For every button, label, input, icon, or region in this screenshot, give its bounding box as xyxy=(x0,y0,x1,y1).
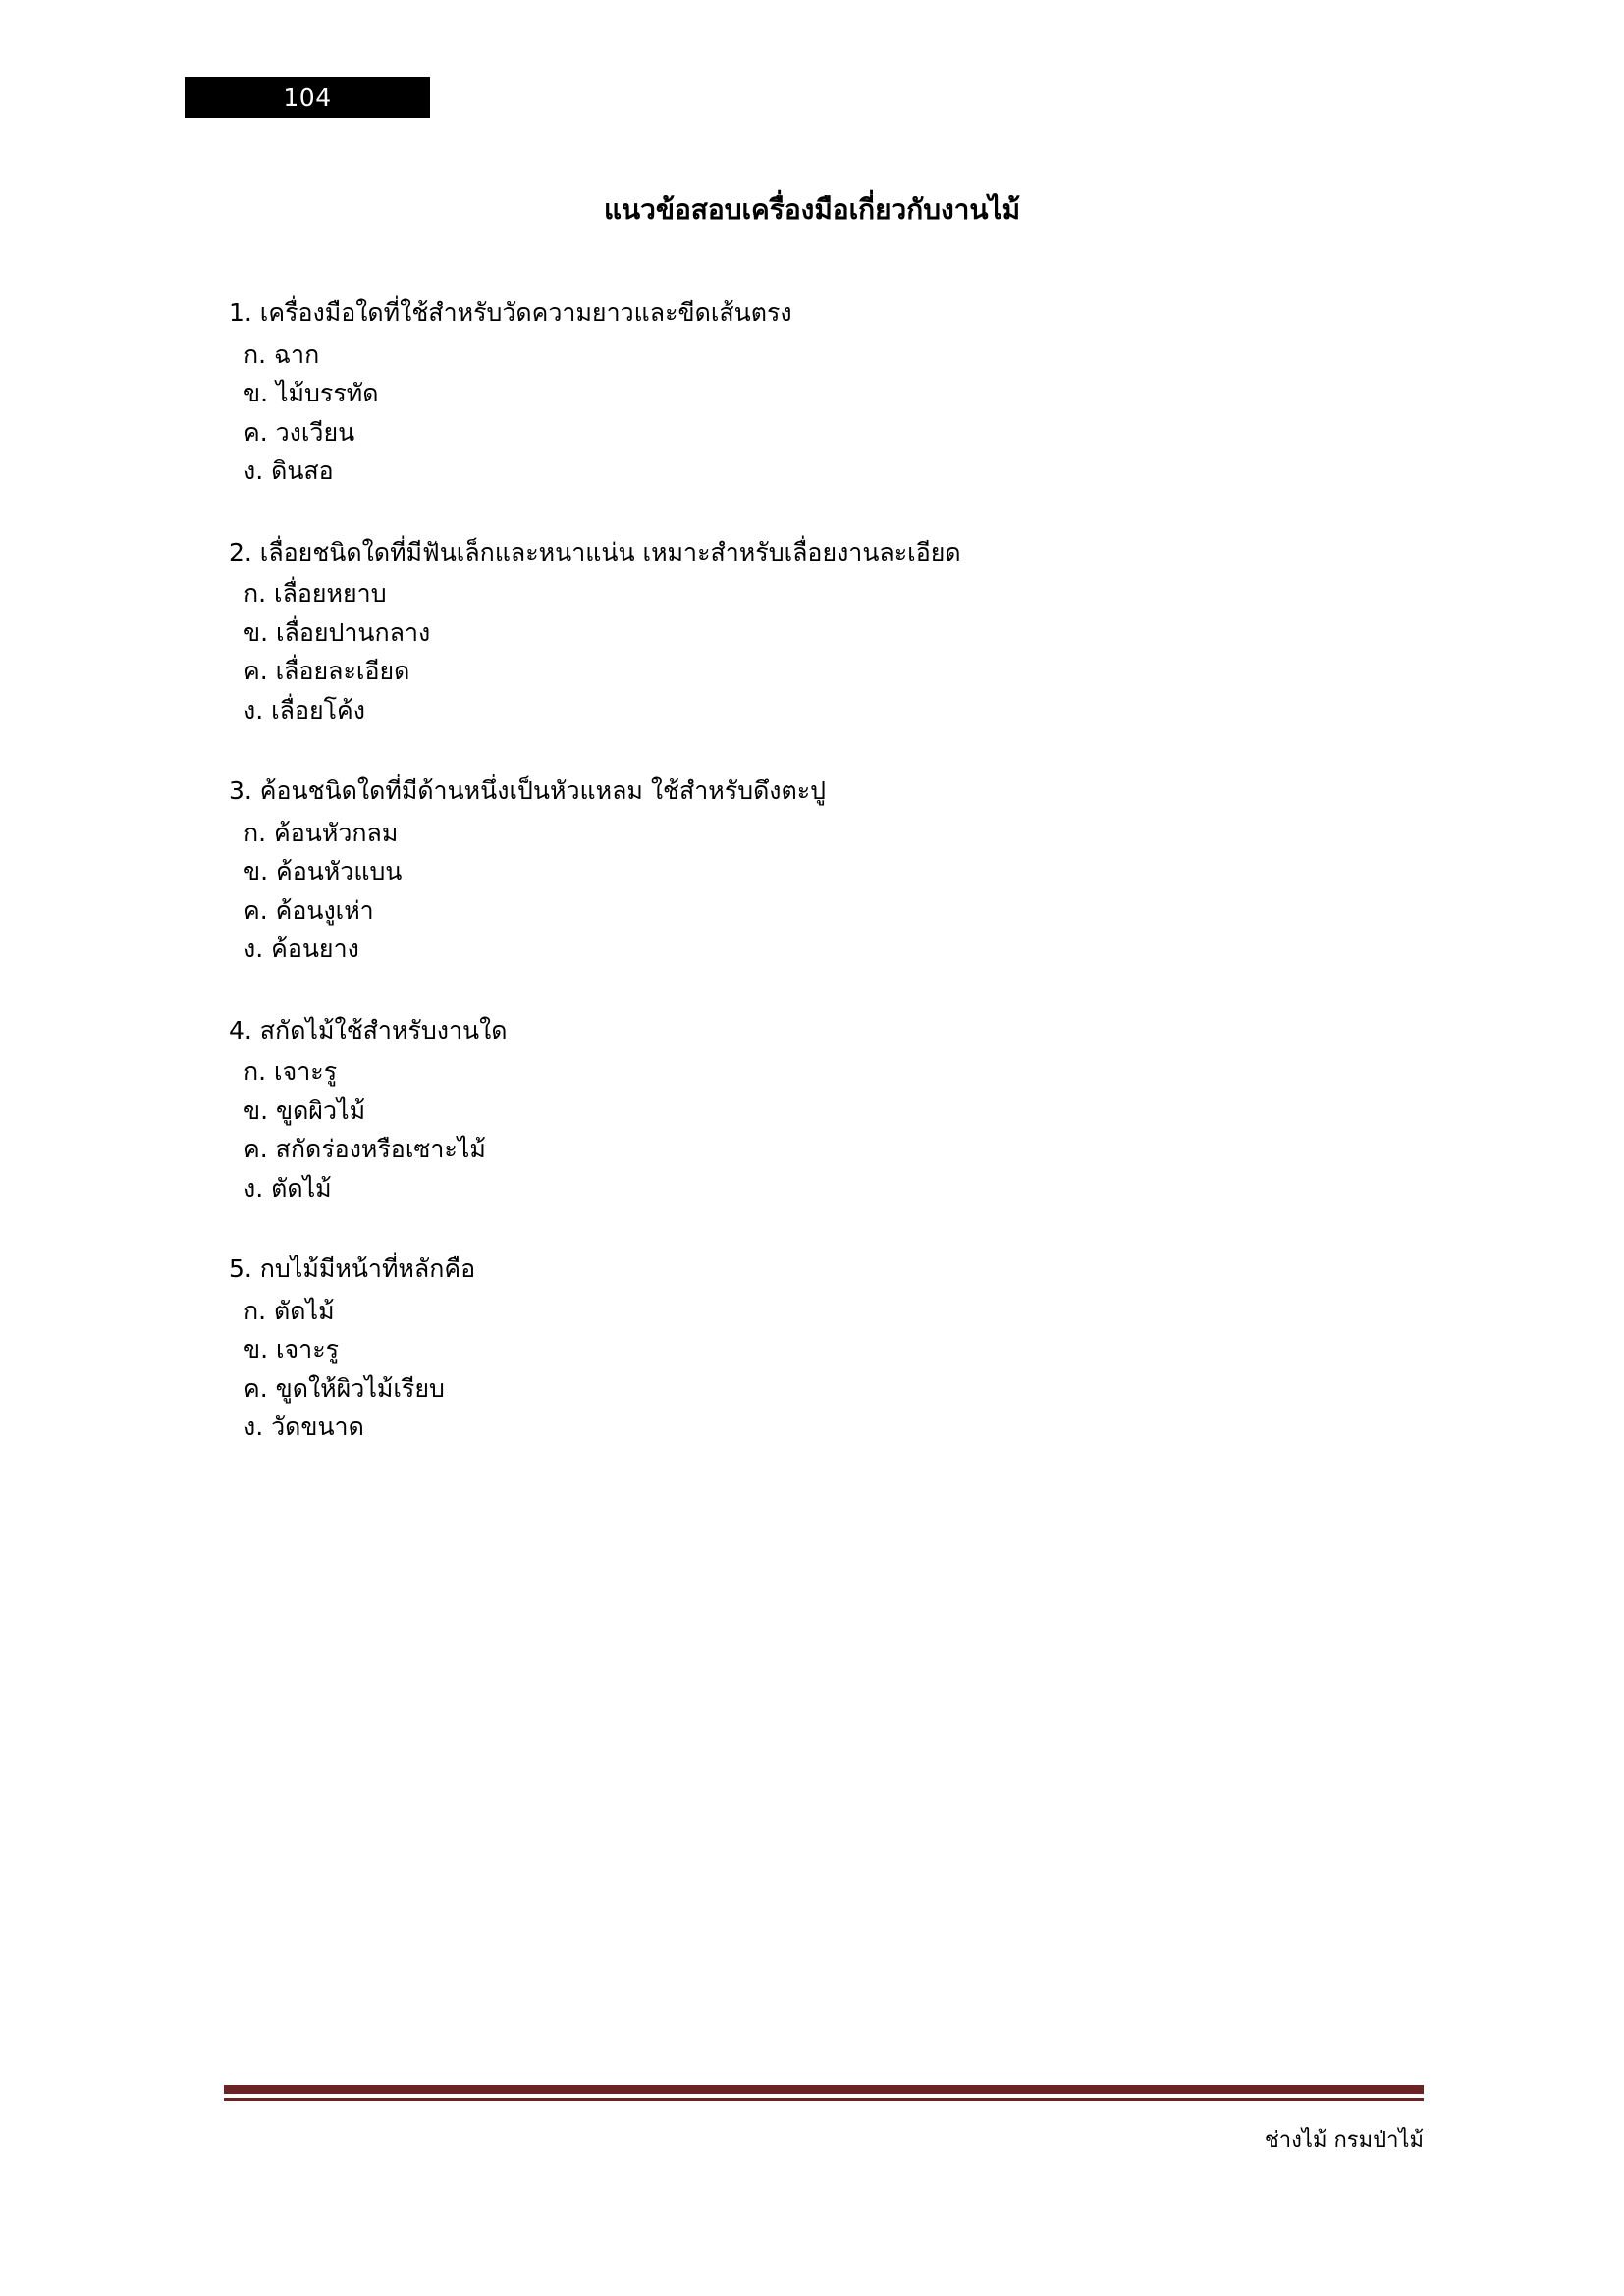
choice-item[interactable]: ข. เลื่อยปานกลาง xyxy=(244,617,431,647)
choice-item[interactable]: ข. ไม้บรรทัด xyxy=(244,379,379,407)
choice-list xyxy=(0,574,1624,729)
choice-item[interactable]: ก. เจาะรู xyxy=(244,1057,338,1086)
page-number-box xyxy=(185,77,430,118)
choice-item[interactable]: ค. ค้อนงูเห่า xyxy=(244,895,374,925)
choice-item[interactable]: ข. ค้อนหัวแบน xyxy=(244,857,403,885)
footer-divider-thin xyxy=(224,2098,1424,2101)
question-list xyxy=(0,294,1624,1490)
question-text: 3. ค้อนชนิดใดที่มีด้านหนึ่งเป็นหัวแหลม ใช้สำหรับดึงตะปู xyxy=(229,776,827,805)
choice-list xyxy=(0,1052,1624,1207)
choice-list xyxy=(0,814,1624,969)
question-text: 2. เลื่อยชนิดใดที่มีฟันเล็กและหนาแน่น เหมาะสำหรับเลื่อยงานละเอียด xyxy=(229,537,961,566)
footer-text: ช่างไม้ กรมป่าไม้ xyxy=(1264,2128,1424,2153)
choice-list xyxy=(0,336,1624,491)
question-block xyxy=(0,1251,1624,1447)
choice-list xyxy=(0,1292,1624,1447)
choice-item[interactable]: ก. เลื่อยหยาบ xyxy=(244,579,387,608)
footer-divider-thick xyxy=(224,2085,1424,2094)
choice-item[interactable]: ค. เลื่อยละเอียด xyxy=(244,657,410,685)
choice-item[interactable]: ข. เจาะรู xyxy=(244,1335,340,1363)
choice-item[interactable]: ค. วงเวียน xyxy=(244,417,355,447)
choice-item[interactable]: ข. ขูดผิวไม้ xyxy=(244,1095,366,1125)
choice-item[interactable]: ค. ขูดให้ผิวไม้เรียบ xyxy=(244,1373,445,1403)
choice-item[interactable]: ก. ฉาก xyxy=(244,340,320,369)
page-number: 104 xyxy=(283,82,332,112)
question-block xyxy=(0,294,1624,491)
choice-item[interactable]: ก. ตัดไม้ xyxy=(244,1296,335,1325)
question-block xyxy=(0,773,1624,969)
choice-item[interactable]: ก. ค้อนหัวกลม xyxy=(244,818,399,847)
choice-item[interactable]: ง. ดินสอ xyxy=(244,456,334,485)
page-title: แนวข้อสอบเครื่องมือเกี่ยวกับงานไม้ xyxy=(603,193,1021,226)
choice-item[interactable]: ง. ตัดไม้ xyxy=(244,1173,332,1202)
question-block xyxy=(0,534,1624,730)
choice-item[interactable]: ง. วัดขนาด xyxy=(244,1413,364,1441)
choice-item[interactable]: ง. เลื่อยโค้ง xyxy=(244,695,365,724)
choice-item[interactable]: ค. สกัดร่องหรือเซาะไม้ xyxy=(244,1135,486,1163)
question-text: 5. กบไม้มีหน้าที่หลักคือ xyxy=(229,1255,476,1283)
choice-item[interactable]: ง. ค้อนยาง xyxy=(244,934,359,963)
question-text: 1. เครื่องมือใดที่ใช้สำหรับวัดความยาวและขีดเส้นตรง xyxy=(229,298,792,327)
question-block xyxy=(0,1012,1624,1208)
question-text: 4. สกัดไม้ใช้สำหรับงานใด xyxy=(229,1015,508,1044)
